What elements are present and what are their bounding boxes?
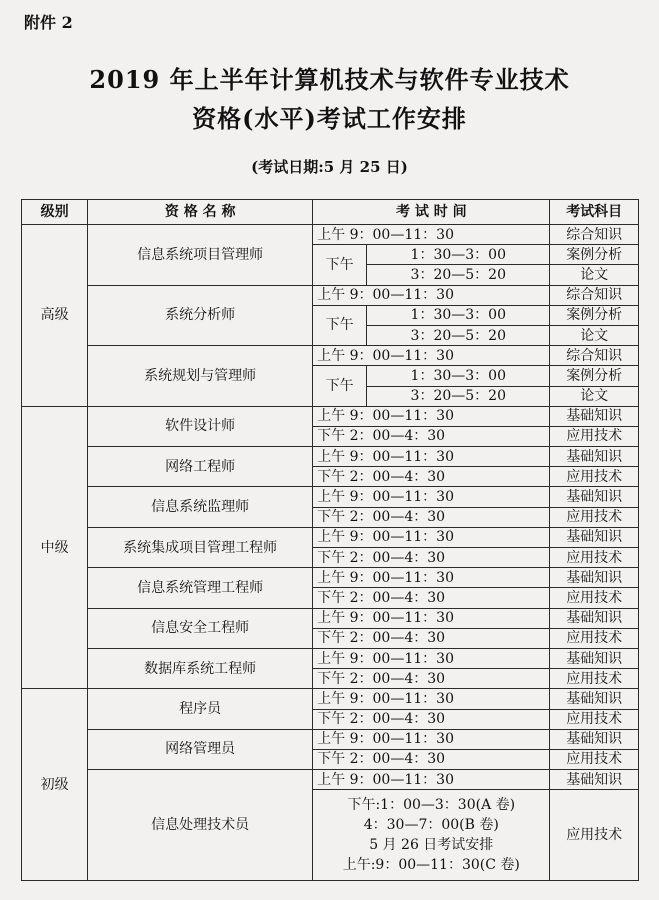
exam-subject: 综合知识 bbox=[550, 285, 639, 305]
level-intermediate: 中级 bbox=[22, 406, 88, 689]
exam-time: 1：30—3：00 bbox=[367, 305, 550, 325]
table-row bbox=[22, 346, 639, 366]
exam-time: 上午 9：00—11：30 bbox=[313, 225, 550, 245]
exam-time: 3：20—5：20 bbox=[367, 265, 550, 285]
exam-subject: 应用技术 bbox=[550, 467, 639, 487]
table-row bbox=[22, 285, 639, 305]
exam-subject: 应用技术 bbox=[550, 749, 639, 769]
exam-subject: 案例分析 bbox=[550, 366, 639, 386]
exam-subject: 案例分析 bbox=[550, 305, 639, 325]
exam-time: 下午 2：00—4：30 bbox=[313, 426, 550, 446]
exam-subject: 应用技术 bbox=[550, 628, 639, 648]
exam-subject: 综合知识 bbox=[550, 346, 639, 366]
header-time: 考 试 时 间 bbox=[313, 200, 550, 225]
exam-time: 上午 9：00—11：30 bbox=[313, 527, 550, 547]
exam-subject: 应用技术 bbox=[550, 709, 639, 729]
pm-label: 下午 bbox=[313, 366, 367, 406]
exam-subject: 应用技术 bbox=[550, 507, 639, 527]
qual-name: 网络管理员 bbox=[88, 729, 313, 769]
exam-subject: 基础知识 bbox=[550, 487, 639, 507]
qual-name: 系统分析师 bbox=[88, 285, 313, 346]
exam-time: 上午 9：00—11：30 bbox=[313, 487, 550, 507]
exam-time: 下午 2：00—4：30 bbox=[313, 548, 550, 568]
exam-time: 下午 2：00—4：30 bbox=[313, 588, 550, 608]
exam-time: 上午 9：00—11：30 bbox=[313, 285, 550, 305]
exam-subject: 基础知识 bbox=[550, 689, 639, 709]
header-name: 资 格 名 称 bbox=[88, 200, 313, 225]
exam-time: 3：20—5：20 bbox=[367, 386, 550, 406]
exam-time: 上午 9：00—11：30 bbox=[313, 406, 550, 426]
exam-time: 上午 9：00—11：30 bbox=[313, 648, 550, 668]
header-row bbox=[22, 200, 639, 225]
title-line-1: 2019 年上半年计算机技术与软件专业技术 bbox=[89, 65, 570, 94]
table-row bbox=[22, 770, 639, 790]
exam-subject: 基础知识 bbox=[550, 770, 639, 790]
exam-time: 上午 9：00—11：30 bbox=[313, 770, 550, 790]
qual-name: 系统规划与管理师 bbox=[88, 346, 313, 407]
exam-time: 上午 9：00—11：30 bbox=[313, 729, 550, 749]
title-line-2: 资格(水平)考试工作安排 bbox=[192, 104, 467, 133]
exam-subject: 基础知识 bbox=[550, 648, 639, 668]
qual-name: 网络工程师 bbox=[88, 447, 313, 487]
exam-subject: 论文 bbox=[550, 386, 639, 406]
qual-name: 信息处理技术员 bbox=[88, 770, 313, 881]
exam-time: 上午 9：00—11：30 bbox=[313, 447, 550, 467]
exam-subject: 应用技术 bbox=[550, 790, 639, 881]
header-level: 级别 bbox=[22, 200, 88, 225]
exam-subject: 基础知识 bbox=[550, 527, 639, 547]
qual-name: 信息安全工程师 bbox=[88, 608, 313, 648]
exam-date: (考试日期:5 月 25 日) bbox=[251, 158, 408, 176]
exam-subject: 应用技术 bbox=[550, 426, 639, 446]
qual-name: 信息系统管理工程师 bbox=[88, 568, 313, 608]
exam-time: 上午 9：00—11：30 bbox=[313, 608, 550, 628]
pm-line-4: 上午:9：00—11：30(C 卷) bbox=[342, 857, 520, 874]
table-row bbox=[22, 225, 639, 245]
exam-time: 下午 2：00—4：30 bbox=[313, 749, 550, 769]
exam-time: 3：20—5：20 bbox=[367, 325, 550, 345]
exam-subject: 基础知识 bbox=[550, 568, 639, 588]
pm-line-3: 5 月 26 日考试安排 bbox=[369, 837, 494, 854]
exam-subject: 论文 bbox=[550, 265, 639, 285]
pm-line-2: 4：30—7：00(B 卷) bbox=[363, 817, 499, 834]
table-row bbox=[22, 568, 639, 588]
attachment-label: 附件 2 bbox=[24, 13, 73, 32]
exam-subject: 综合知识 bbox=[550, 225, 639, 245]
exam-subject: 应用技术 bbox=[550, 669, 639, 689]
exam-time: 下午 2：00—4：30 bbox=[313, 709, 550, 729]
table-row bbox=[22, 447, 639, 467]
table-row bbox=[22, 487, 639, 507]
level-senior: 高级 bbox=[22, 225, 88, 407]
exam-schedule-table bbox=[21, 199, 639, 881]
exam-subject: 应用技术 bbox=[550, 548, 639, 568]
exam-time: 1：30—3：00 bbox=[367, 366, 550, 386]
table-row bbox=[22, 608, 639, 628]
exam-time: 上午 9：00—11：30 bbox=[313, 568, 550, 588]
exam-subject: 基础知识 bbox=[550, 406, 639, 426]
pm-line-1: 下午:1：00—3：30(A 卷) bbox=[347, 797, 516, 814]
qual-name: 数据库系统工程师 bbox=[88, 648, 313, 688]
qual-name: 软件设计师 bbox=[88, 406, 313, 446]
exam-time: 下午 2：00—4：30 bbox=[313, 467, 550, 487]
qual-name: 信息系统监理师 bbox=[88, 487, 313, 527]
exam-time: 下午 2：00—4：30 bbox=[313, 507, 550, 527]
info-processing-pm-time bbox=[313, 790, 550, 881]
exam-time: 上午 9：00—11：30 bbox=[313, 689, 550, 709]
exam-subject: 论文 bbox=[550, 325, 639, 345]
table-row bbox=[22, 648, 639, 668]
pm-label: 下午 bbox=[313, 305, 367, 345]
qual-name: 系统集成项目管理工程师 bbox=[88, 527, 313, 567]
level-junior: 初级 bbox=[22, 689, 88, 881]
exam-time: 下午 2：00—4：30 bbox=[313, 669, 550, 689]
exam-time: 下午 2：00—4：30 bbox=[313, 628, 550, 648]
exam-time: 1：30—3：00 bbox=[367, 245, 550, 265]
exam-subject: 案例分析 bbox=[550, 245, 639, 265]
exam-subject: 基础知识 bbox=[550, 447, 639, 467]
qual-name: 信息系统项目管理师 bbox=[88, 225, 313, 286]
exam-subject: 基础知识 bbox=[550, 608, 639, 628]
table-row bbox=[22, 689, 639, 709]
table-row bbox=[22, 406, 639, 426]
qual-name: 程序员 bbox=[88, 689, 313, 729]
exam-subject: 基础知识 bbox=[550, 729, 639, 749]
pm-label: 下午 bbox=[313, 245, 367, 285]
exam-time: 上午 9：00—11：30 bbox=[313, 346, 550, 366]
table-row bbox=[22, 729, 639, 749]
exam-subject: 应用技术 bbox=[550, 588, 639, 608]
table-row bbox=[22, 527, 639, 547]
header-subject: 考试科目 bbox=[550, 200, 639, 225]
